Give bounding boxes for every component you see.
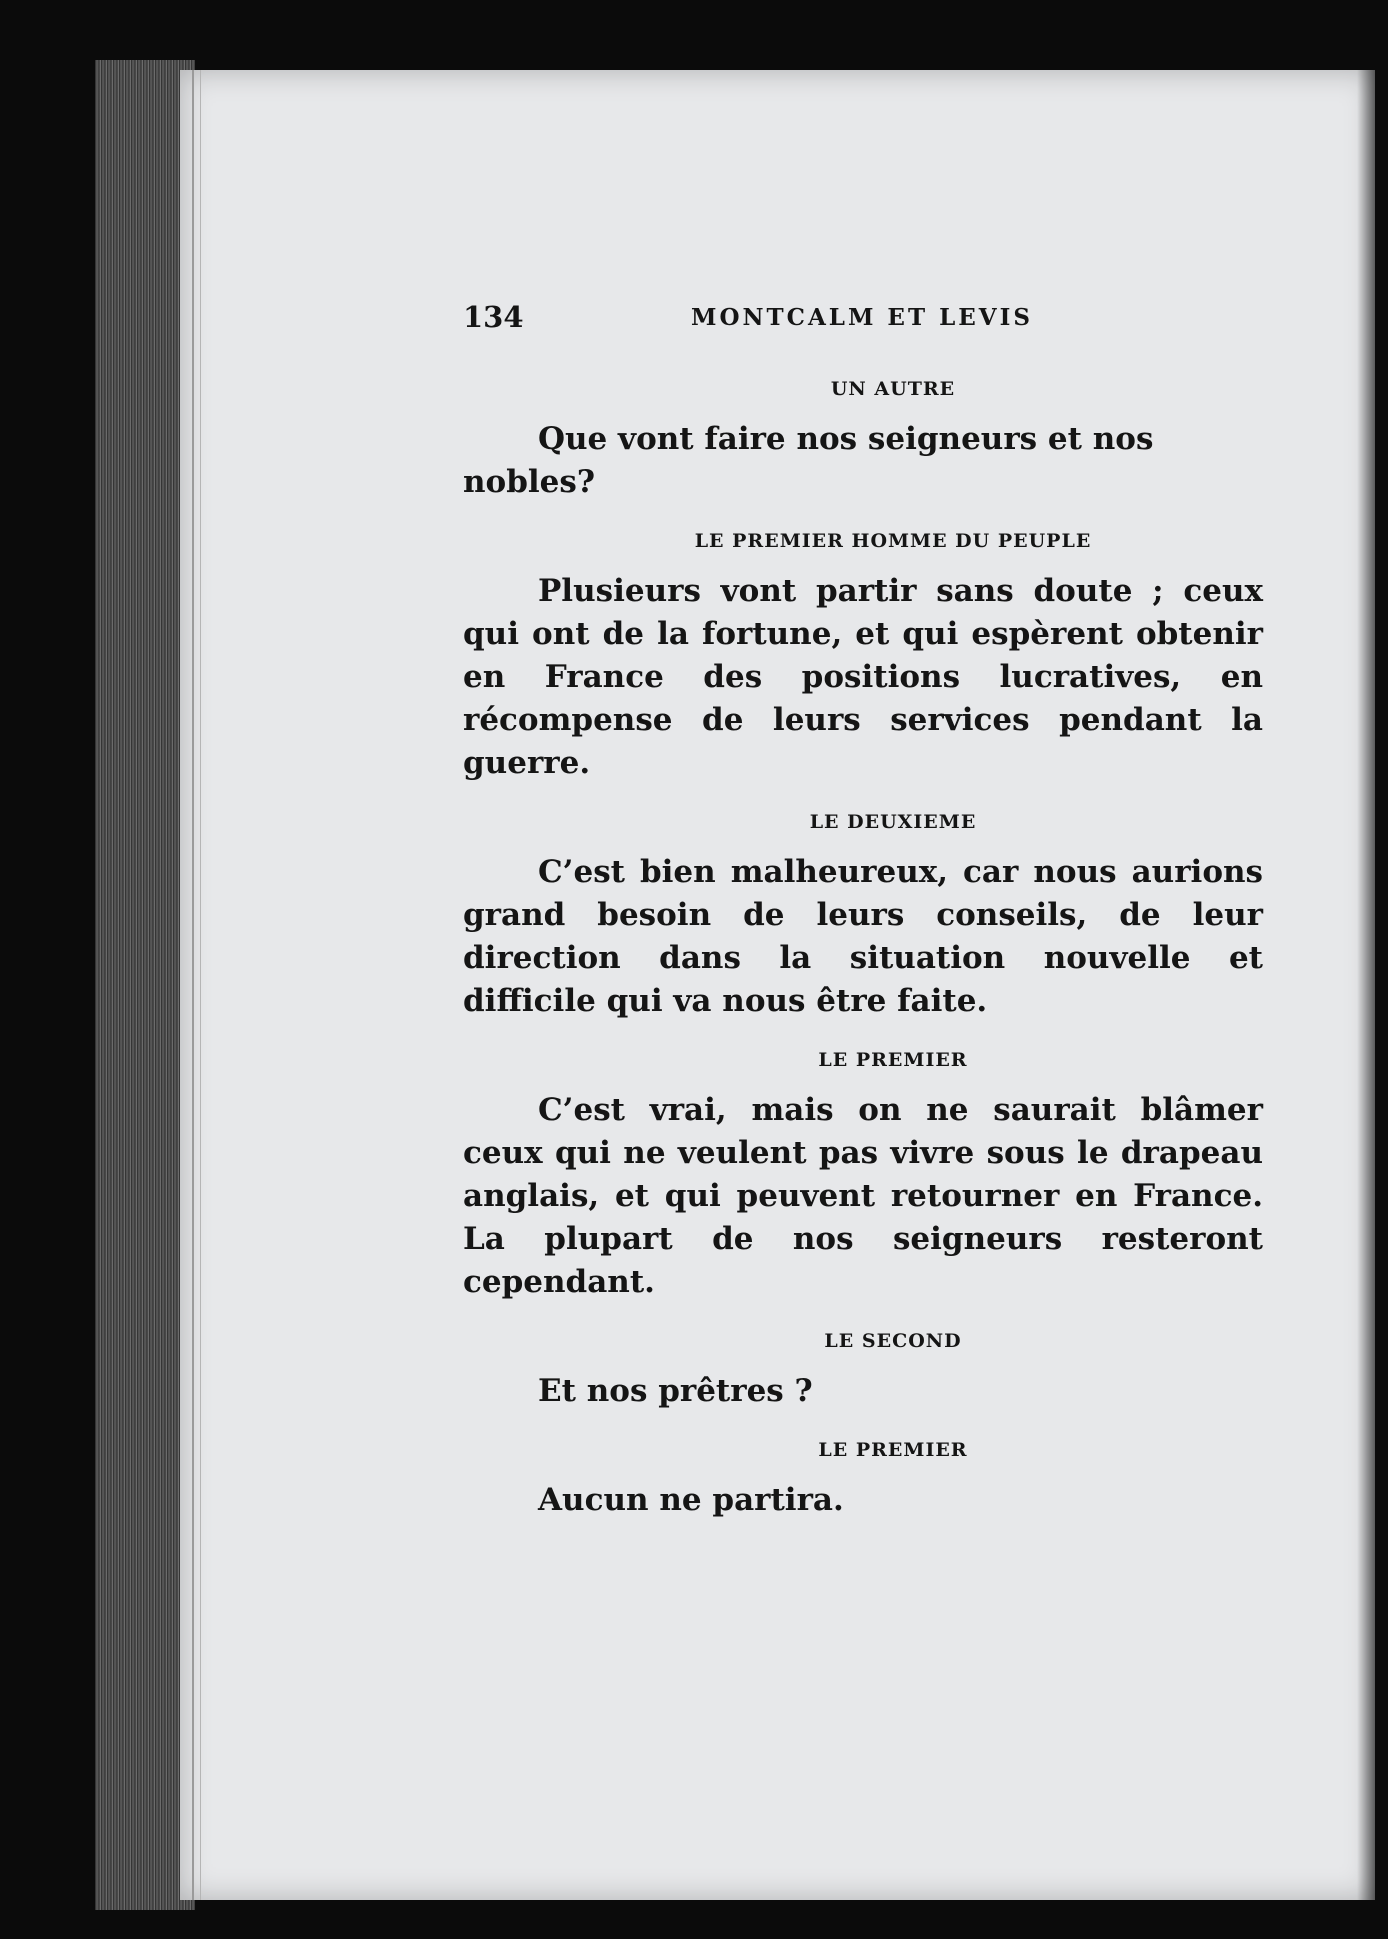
speaker-label: LE PREMIER (818, 1439, 968, 1461)
speech-text: Que vont faire nos seigneurs et nos nobles? (463, 421, 1154, 500)
page-number: 134 (463, 300, 524, 334)
speech-text: C’est vrai, mais on ne saurait blâmer ceux qui ne veulent pas vivre sous le drapeau anglais, et qui peuvent retourner en France. La plupart de nos seigneurs resteront cependant. (463, 1092, 1263, 1300)
speaker-label: UN AUTRE (830, 378, 956, 400)
speech-text: C’est bien malheureux, car nous aurions grand besoin de leurs conseils, de leur direction dans la situation nouvelle et difficile qui va nous être faite. (463, 854, 1263, 1019)
page-gutter-shadow (1357, 70, 1375, 1900)
speaker-label: LE PREMIER (818, 1049, 968, 1071)
speech-text: Plusieurs vont partir sans doute ; ceux qui ont de la fortune, et qui espèrent obtenir en France des positions lucratives, en récompense de leurs services pendant la guerre. (463, 573, 1263, 781)
page-border-line (192, 70, 201, 1900)
speaker-label: LE DEUXIEME (809, 811, 977, 833)
running-title: MONTCALM ET LEVIS (691, 304, 1033, 331)
speech-text: Et nos prêtres ? (538, 1373, 813, 1409)
speech-text: Aucun ne partira. (538, 1482, 844, 1518)
page-text (463, 300, 1263, 1548)
page-header (463, 300, 1263, 350)
speaker-label: LE SECOND (824, 1330, 962, 1352)
speaker-label: LE PREMIER HOMME DU PEUPLE (694, 530, 1092, 552)
